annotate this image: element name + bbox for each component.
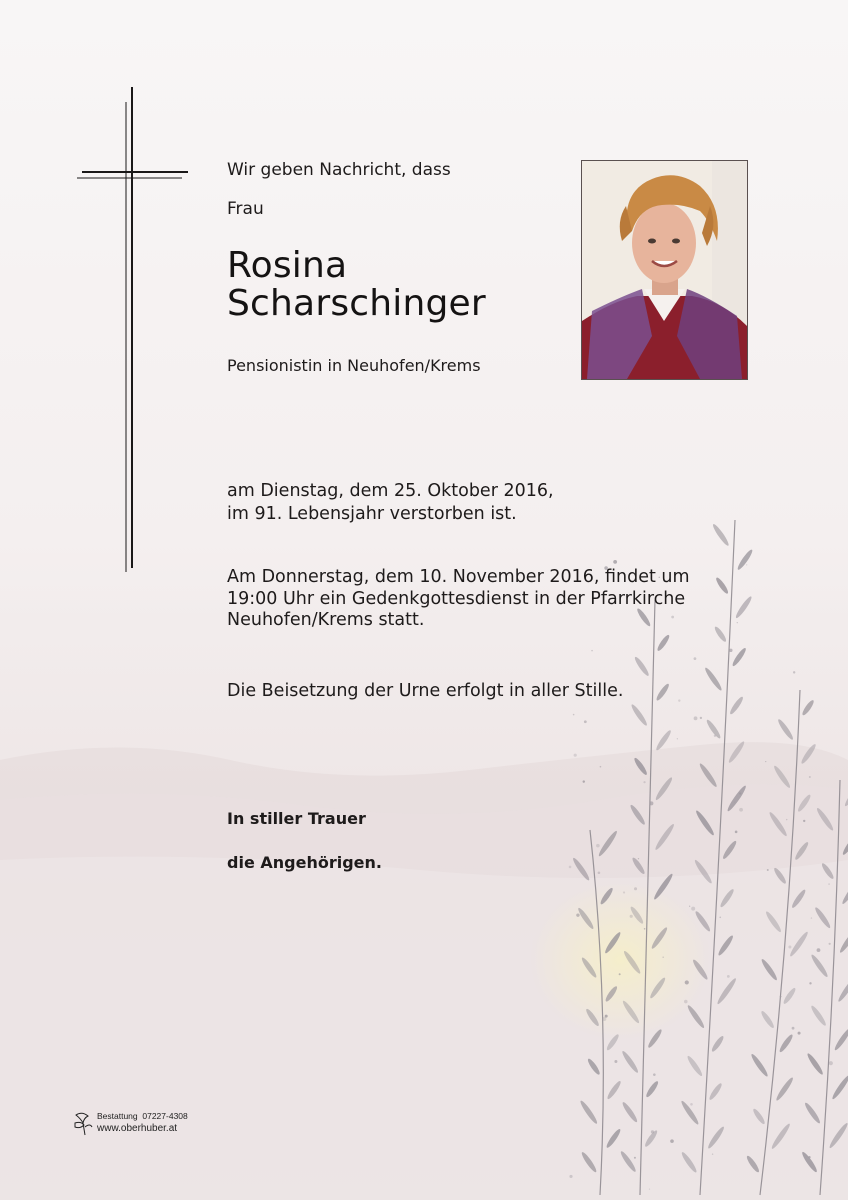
deceased-name [227,247,486,323]
occupation: Pensionistin in Neuhofen/Krems [227,356,481,375]
intro-text: Wir geben Nachricht, dass [227,160,451,180]
funeral-home-logo-icon [72,1109,94,1137]
memorial-mass [227,567,690,632]
mass-line-3: Neuhofen/Krems statt. [227,610,425,630]
funeral-home-contact [97,1111,188,1121]
funeral-home-logo [72,1109,202,1139]
closing-line: In stiller Trauer [227,809,366,828]
salutation: Frau [227,199,264,219]
funeral-home-website: www.oberhuber.at [97,1123,178,1134]
burial-note: Die Beisetzung der Urne erfolgt in aller Stille. [227,681,624,701]
death-line-2: im 91. Lebensjahr verstorben ist. [227,504,517,524]
portrait-photo [581,160,748,380]
first-name: Rosina [227,245,348,286]
death-line-1: am Dienstag, dem 25. Oktober 2016, [227,481,554,501]
death-notice [227,480,554,526]
last-name: Scharschinger [227,283,486,324]
funeral-home-label: Bestattung [97,1111,138,1121]
signoff-line: die Angehörigen. [227,853,382,872]
funeral-home-phone: 07227-4308 [142,1111,188,1121]
mass-line-1: Am Donnerstag, dem 10. November 2016, findet um [227,567,690,587]
mass-line-2: 19:00 Uhr ein Gedenkgottesdienst in der Pfarrkirche [227,588,686,609]
